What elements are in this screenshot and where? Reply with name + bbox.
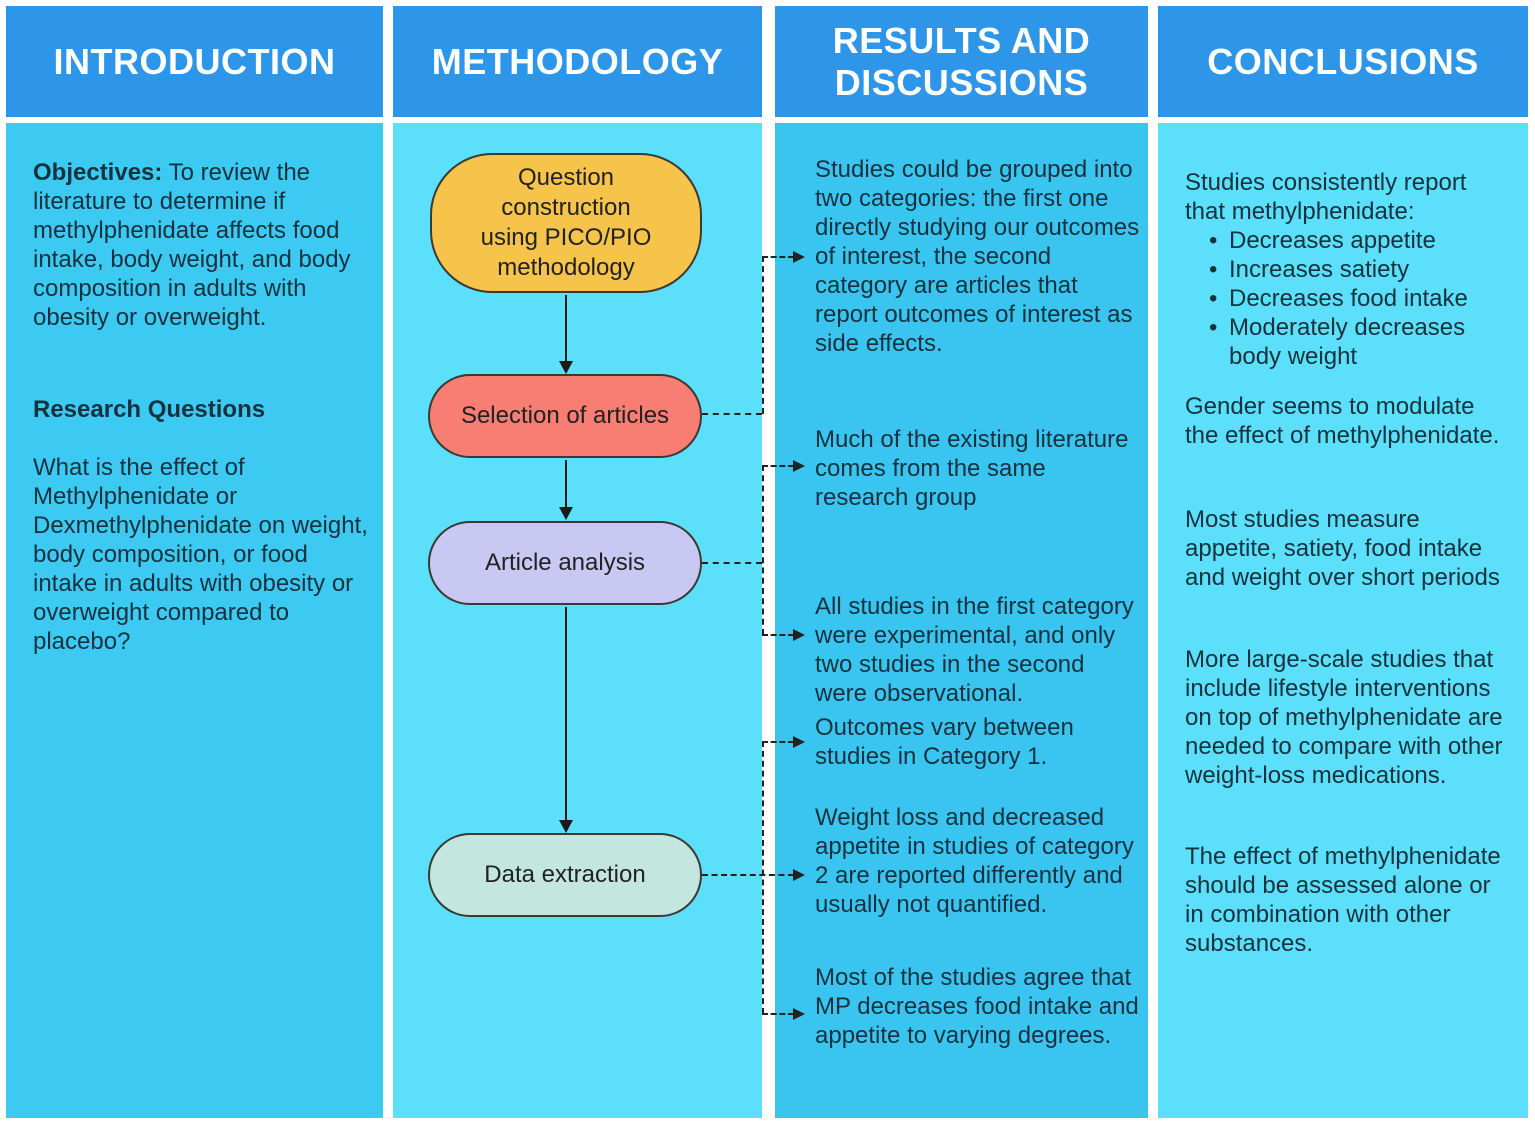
finding-grouped-categories: Studies could be grouped into two categories: the first one directly studying our outcomes of interest, the second category are articles that report outcomes of interest as side effects. xyxy=(815,156,1140,357)
flow-step-data-extraction-label: Data extraction xyxy=(484,861,646,888)
dashed-connector-selection xyxy=(702,413,762,415)
dashed-branch-finding-2 xyxy=(762,465,794,467)
objectives-paragraph xyxy=(33,158,371,332)
conclusion-assessed-alone: The effect of methylphenidate should be assessed alone or in combination with other substances. xyxy=(1185,843,1501,957)
conclusion-bullet-list xyxy=(1205,226,1515,371)
research-questions-heading: Research Questions xyxy=(33,396,266,423)
dashed-riser-1 xyxy=(762,256,764,414)
conclusion-large-scale-studies: More large-scale studies that include lifestyle interventions on top of methylphenidate are needed to compare with other weight-loss medications. xyxy=(1185,646,1503,789)
flow-step-article-analysis xyxy=(428,521,702,605)
conclusion-short-periods: Most studies measure appetite, satiety, food intake and weight over short periods xyxy=(1185,506,1500,591)
dashed-branch-finding-6 xyxy=(762,1013,794,1015)
dashed-connector-analysis xyxy=(702,562,762,564)
conclusion-bullet-body-weight: • Moderately decreases body weight xyxy=(1205,313,1515,371)
right-arrow-head-icon xyxy=(793,869,805,881)
down-arrow-head-icon xyxy=(559,820,573,833)
dashed-branch-finding-3 xyxy=(762,634,794,636)
flow-step-data-extraction xyxy=(428,833,702,917)
dashed-connector-extraction xyxy=(702,874,794,876)
flow-step-article-analysis-label: Article analysis xyxy=(484,549,646,576)
right-arrow-head-icon xyxy=(793,251,805,263)
methodology-header-label: METHODOLOGY xyxy=(431,40,724,82)
finding-mp-decreases-intake: Most of the studies agree that MP decreases food intake and appetite to varying degrees. xyxy=(815,964,1139,1049)
finding-experimental-observational: All studies in the first category were experimental, and only two studies in the second were observational. xyxy=(815,593,1134,707)
conclusion-gender: Gender seems to modulate the effect of methylphenidate. xyxy=(1185,393,1500,449)
results-header-label: RESULTS AND DISCUSSIONS xyxy=(832,20,1091,103)
down-arrow-head-icon xyxy=(559,507,573,520)
down-arrow-head-icon xyxy=(559,361,573,374)
dashed-branch-finding-1 xyxy=(762,256,794,258)
conclusions-header-label: CONCLUSIONS xyxy=(1207,40,1479,82)
finding-outcomes-vary: Outcomes vary between studies in Category 1. xyxy=(815,714,1074,770)
flow-step-question-construction-label: Question construction using PICO/PIO methodology xyxy=(480,164,652,281)
results-header xyxy=(775,6,1148,117)
conclusion-bullet-appetite: • Decreases appetite xyxy=(1205,226,1515,255)
down-arrow-line-2 xyxy=(565,460,567,507)
flow-step-selection-of-articles xyxy=(428,374,702,458)
flow-step-selection-of-articles-label: Selection of articles xyxy=(460,402,670,429)
objectives-text: To review the literature to determine if methylphenidate affects food intake, body weight, and body composition in adults with obesity or overweight. xyxy=(33,159,351,331)
objectives-label: Objectives: xyxy=(33,159,163,186)
conclusion-bullet-satiety: • Increases satiety xyxy=(1205,255,1515,284)
conclusions-header xyxy=(1158,6,1528,117)
conclusion-report-intro: Studies consistently report that methylphenidate: xyxy=(1185,169,1467,225)
down-arrow-line-3 xyxy=(565,607,567,821)
introduction-header-label: INTRODUCTION xyxy=(53,40,336,82)
conclusion-bullet-food-intake: • Decreases food intake xyxy=(1205,284,1515,313)
dashed-branch-finding-4 xyxy=(762,741,794,743)
right-arrow-head-icon xyxy=(793,460,805,472)
introduction-header xyxy=(6,6,383,117)
finding-same-research-group: Much of the existing literature comes from the same research group xyxy=(815,426,1129,511)
right-arrow-head-icon xyxy=(793,736,805,748)
dashed-riser-2 xyxy=(762,465,764,635)
finding-category2-reporting: Weight loss and decreased appetite in studies of category 2 are reported differently and usually not quantified. xyxy=(815,804,1134,918)
right-arrow-head-icon xyxy=(793,629,805,641)
dashed-riser-3 xyxy=(762,741,764,1014)
right-arrow-head-icon xyxy=(793,1008,805,1020)
flow-step-question-construction xyxy=(430,153,702,293)
research-question-text: What is the effect of Methylphenidate or Dexmethylphenidate on weight, body composition, or food intake in adults with obesity or overweight compared to placebo? xyxy=(33,454,368,655)
down-arrow-line-1 xyxy=(565,295,567,363)
methodology-header xyxy=(393,6,762,117)
